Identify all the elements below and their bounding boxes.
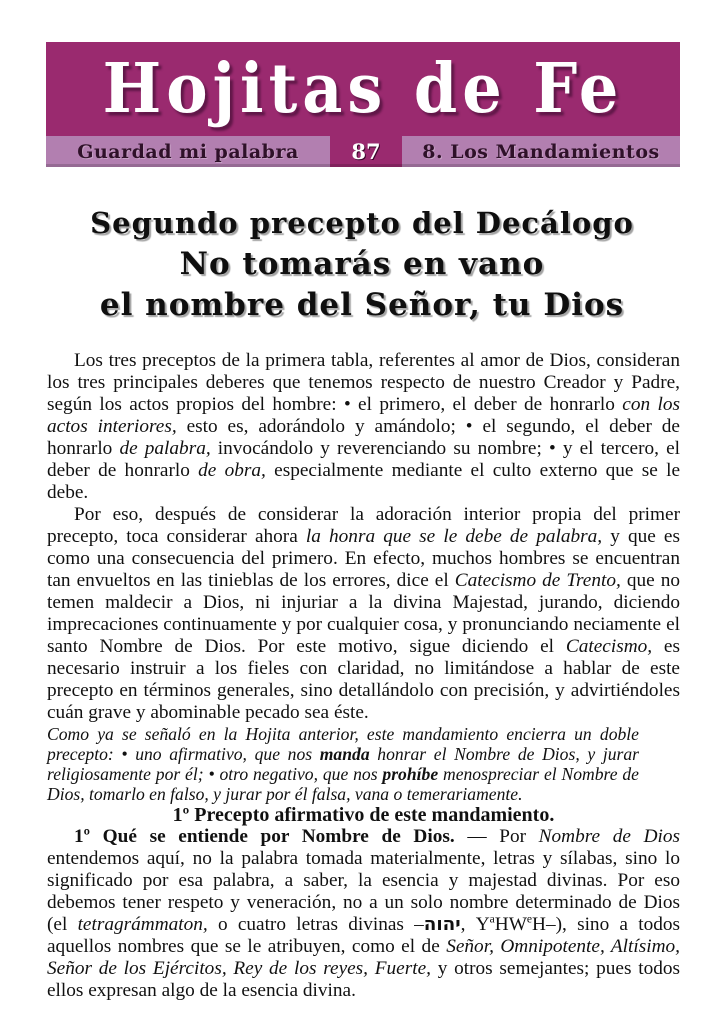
text-segment: 1º Precepto afirmativo de este mandamiento. (172, 804, 555, 826)
text-segment: Catecismo, (565, 636, 653, 657)
document-title-line1: Segundo precepto del Decálogo (90, 206, 634, 240)
text-segment: o cuatro letras divinas – (207, 914, 424, 935)
subbar-series-label: Guardad mi palabra (46, 136, 330, 167)
text-segment: H–), sino a todos aquellos nombres que se le atribuyen, como el de (47, 914, 680, 957)
text-segment: , Y (460, 914, 490, 935)
text-segment: esto es, adorándolo y amándolo; • el segundo, el deber de honrarlo (47, 416, 680, 459)
text-segment: e (526, 912, 533, 926)
text-segment: tetragrámmaton, (77, 914, 208, 935)
text-segment: que no temen maldecir a Dios, ni injuriar a la divina Majestad, jurando, diciendo imprecaciones continuamente y por cualquier cosa, y pronunciando neciamente el santo Nombre de Dios. Por este motivo, sigue diciendo el (47, 570, 681, 657)
text-segment: de palabra, (119, 438, 211, 459)
document-title-line3: el nombre del Señor, tu Dios (99, 287, 625, 323)
text-segment: de obra, (198, 460, 266, 481)
text-segment: — Por (454, 826, 539, 847)
text-segment: manda (319, 744, 370, 764)
text-segment: Señor, Omnipotente, Altísimo, Señor de los Ejércitos, Rey de los reyes, Fuerte, (47, 936, 680, 979)
paragraph (47, 350, 680, 504)
text-segment: יהוה (423, 914, 461, 935)
text-segment: Los tres preceptos de la primera tabla, referentes al amor de Dios, consideran los tres principales deberes que tenemos respecto de nuestro Creador y Padre, según los actos propios del hombre: • el primero, el deber de honrarlo (47, 350, 680, 415)
text-segment: honrar el Nombre de Dios, y jurar religiosamente por él; • otro negativo, que nos (47, 744, 639, 784)
text-segment: entendemos aquí, no la palabra tomada materialmente, letras y sílabas, sino lo significado por esa palabra, a saber, la esencia y majestad divinas. Por eso debemos tener respeto y veneración, no a un solo nombre determinado de Dios (el (47, 848, 680, 935)
text-segment: HW (494, 914, 527, 935)
text-segment: con los actos interiores, (47, 394, 680, 437)
text-segment: Nombre de Dios (538, 826, 680, 847)
text-segment: invocándolo y reverenciando su nombre; • y el tercero, el deber de honrarlo (47, 438, 681, 481)
text-segment: 1º Qué se entiende por Nombre de Dios. (74, 826, 455, 847)
text-segment: es necesario instruir a los fieles con claridad, no limitándose a hablar de este precepto en términos generales, sino detallándolo con precisión, y advirtiéndoles cuán grave y abominable pecado sea éste. (47, 636, 680, 723)
text-segment: y otros semejantes; pues todos ellos expresan algo de la esencia divina. (47, 958, 680, 1001)
text-segment: la honra que se le debe de palabra, (305, 526, 603, 547)
text-segment: especialmente mediante el culto externo que se le debe. (47, 460, 681, 503)
text-segment: a (489, 912, 495, 926)
article-body (47, 350, 680, 1002)
text-segment: menospreciar el Nombre de Dios, tomarlo en falso, y jurar por él falsa, vana o temerariamente. (47, 764, 639, 804)
subbar-section-label: 8. Los Mandamientos (402, 136, 680, 167)
publication-title: Hojitas de Fe (102, 48, 624, 129)
document-title (0, 203, 724, 326)
document-title-line2: No tomarás en vano (179, 246, 545, 282)
text-segment: Como ya se señaló en la Hojita anterior, este mandamiento encierra un doble precepto: • uno afirmativo, que nos (47, 724, 639, 764)
text-segment: Por eso, después de considerar la adoración interior propia del primer precepto, toca considerar ahora (47, 504, 680, 547)
masthead-banner (46, 42, 680, 136)
masthead-subbar (46, 136, 680, 167)
issue-number: 87 (330, 136, 402, 167)
text-segment: y que es como una consecuencia del primero. En efecto, muchos hombres se encuentran tan envueltos en las tinieblas de los errores, dice el (47, 526, 680, 591)
masthead (46, 42, 680, 167)
paragraph (47, 826, 680, 1002)
paragraph (47, 504, 680, 724)
paragraph (47, 724, 639, 804)
section-heading (47, 804, 680, 826)
text-segment: Catecismo de Trento, (454, 570, 621, 591)
text-segment: prohíbe (382, 764, 439, 784)
